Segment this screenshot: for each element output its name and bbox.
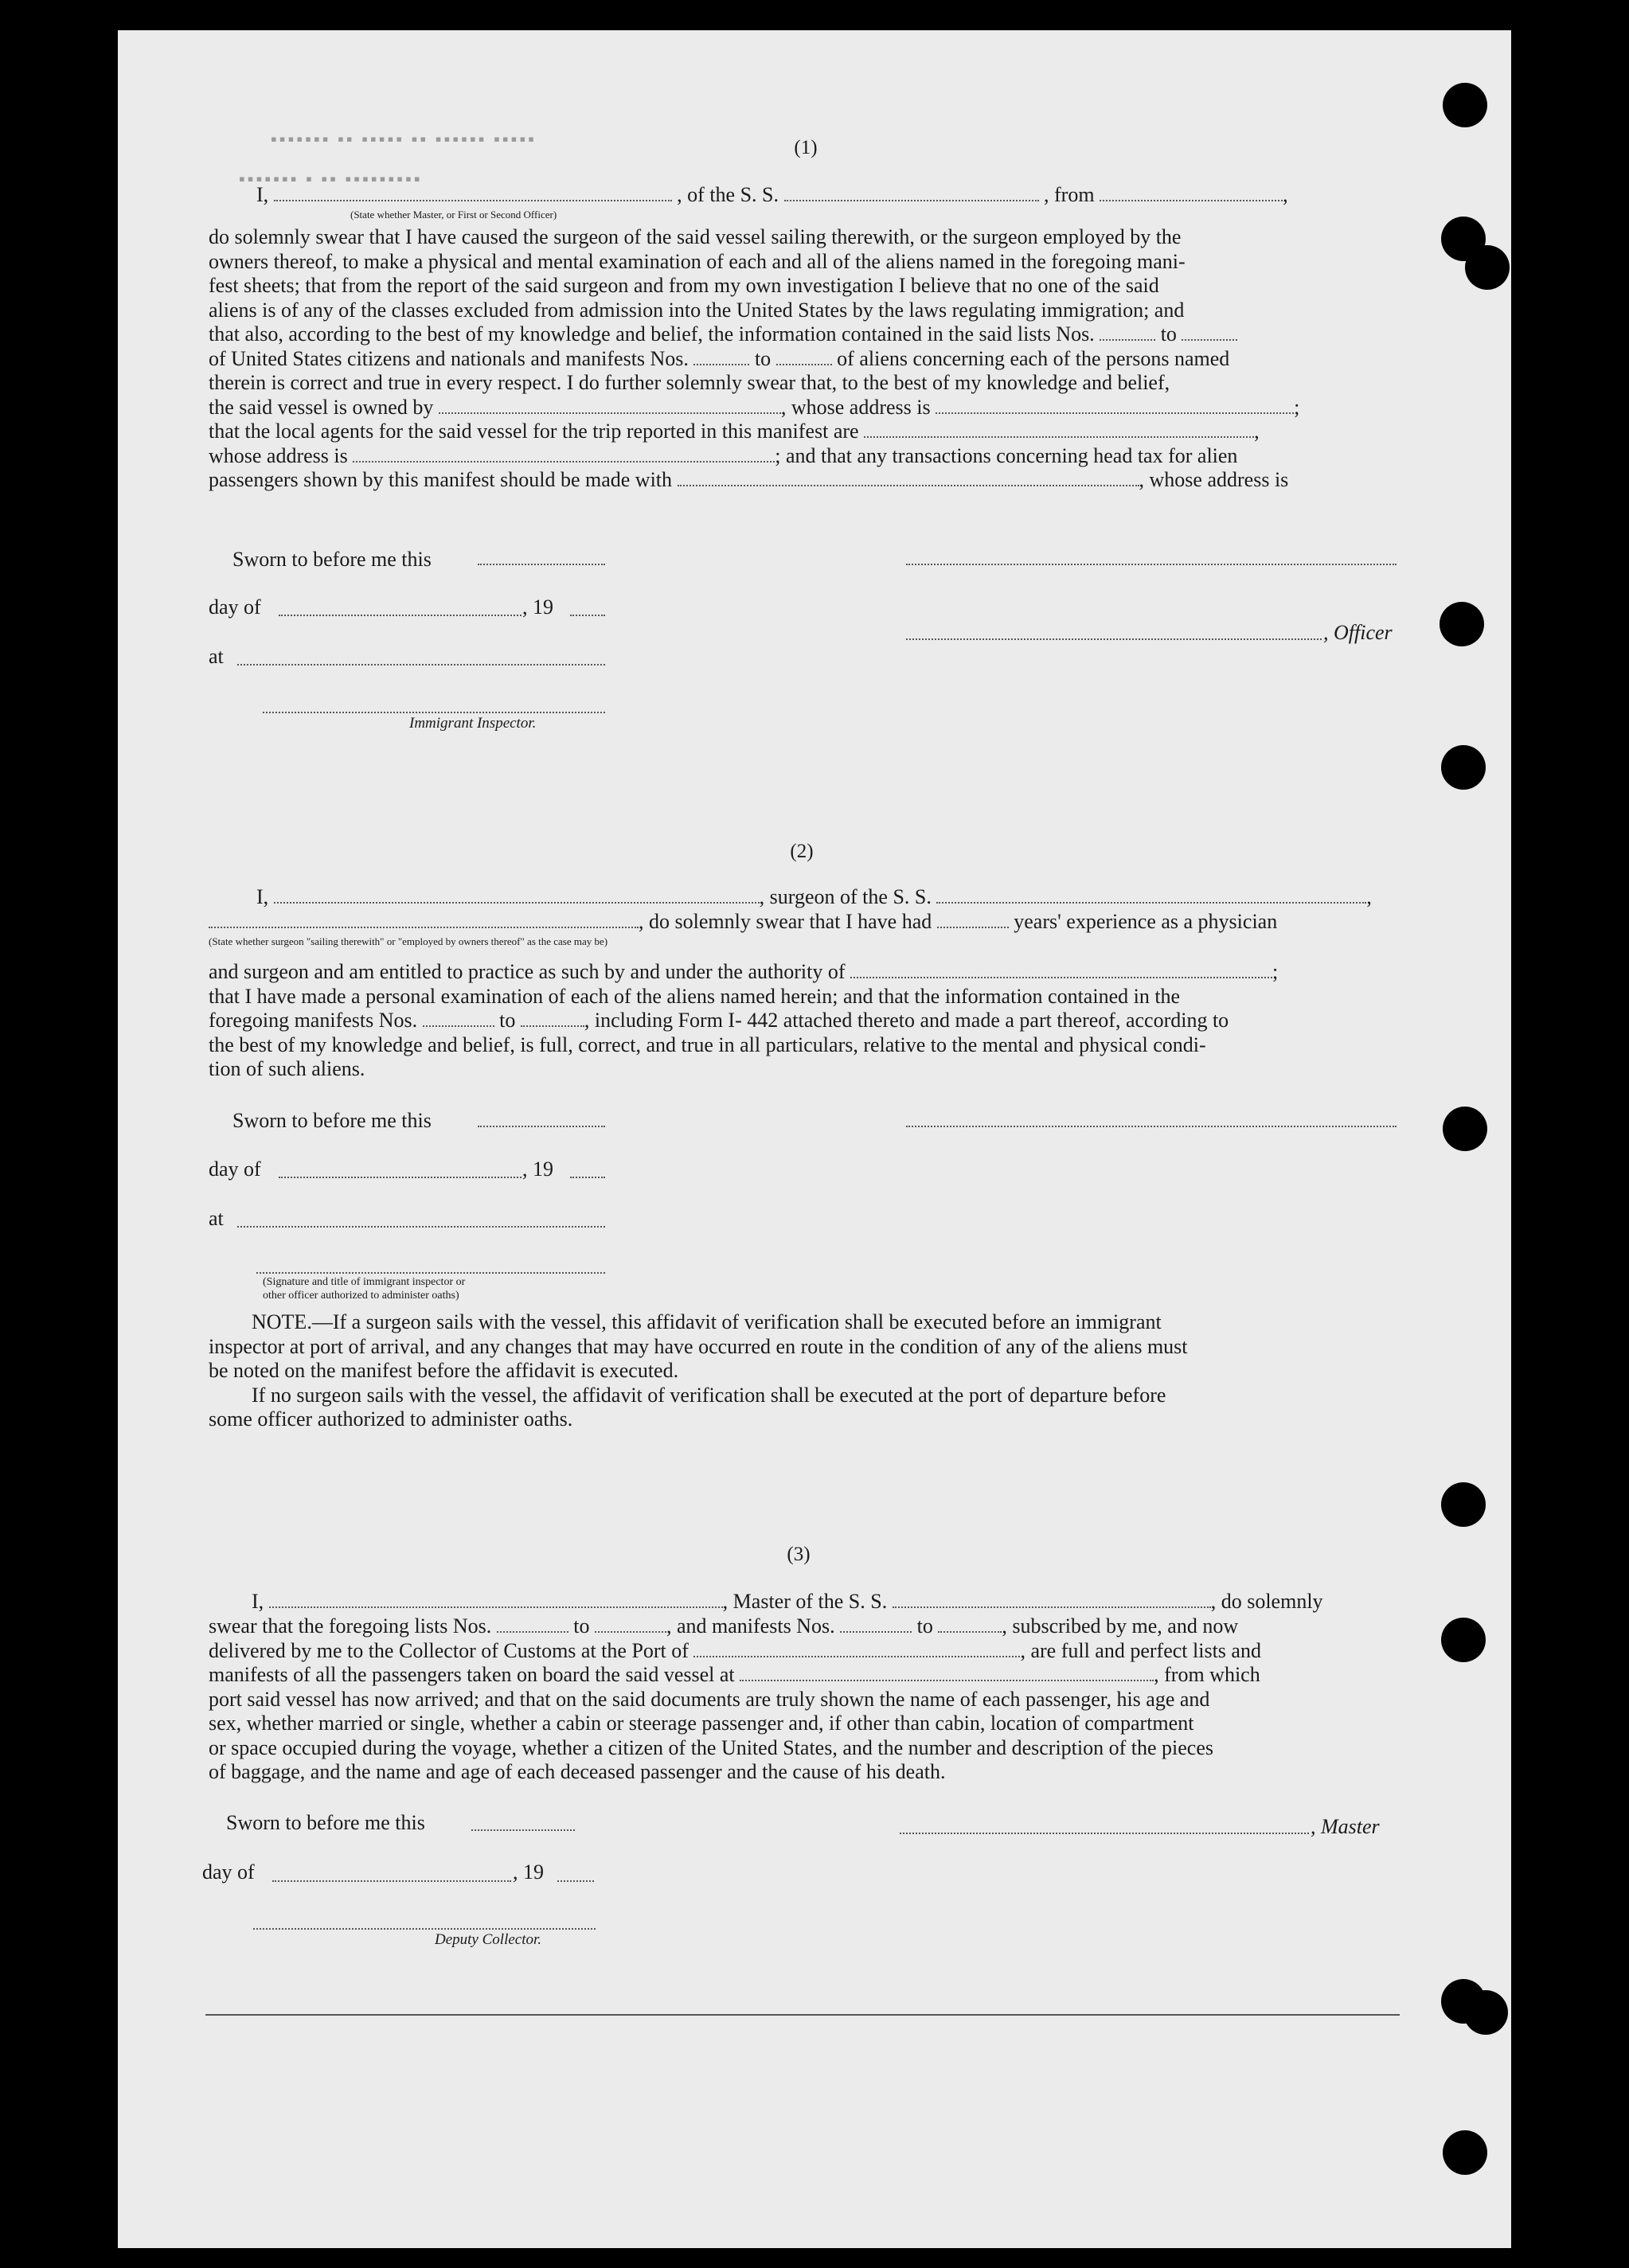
port-field[interactable]: [693, 1641, 1020, 1657]
vessel-name-field[interactable]: [784, 185, 1039, 201]
text-line: delivered by me to the Collector of Customs at the Port of , are full and perfect lists and: [209, 1638, 1261, 1662]
text-line: port said vessel has now arrived; and that on the said documents are truly shown the name of each passenger, his age and: [209, 1687, 1210, 1711]
day-of-label-2: day of: [209, 1157, 261, 1181]
manifests-from-field[interactable]: [693, 349, 749, 365]
year-field-2[interactable]: [570, 1175, 605, 1178]
punch-hole-icon: [1441, 745, 1486, 790]
section-2-line-swear: , do solemnly swear that I have had years' experience as a physician: [209, 910, 1277, 934]
punch-hole-icon: [1441, 1482, 1486, 1527]
year-label-2: , 19: [522, 1157, 553, 1181]
section-2-number: (2): [790, 841, 814, 862]
note-line: some officer authorized to administer oaths.: [209, 1407, 573, 1431]
sworn-date-field-3[interactable]: [471, 1828, 575, 1831]
surgeon-status-note: (State whether surgeon "sailing therewith" or "employed by owners thereof" as the case may be): [209, 935, 608, 947]
officer-signature-field[interactable]: [906, 562, 1397, 565]
inspector-signature-field-2[interactable]: [256, 1271, 605, 1274]
text-line: that also, according to the best of my knowledge and belief, the information contained in the said lists Nos. to: [209, 322, 1398, 347]
at-label-2: at: [209, 1207, 224, 1230]
year-field-1[interactable]: [570, 613, 605, 616]
sworn-date-field-2[interactable]: [478, 1124, 605, 1127]
section-2-body: [209, 960, 1398, 1082]
surgeon-name-field[interactable]: [274, 888, 760, 904]
bleed-through-text: ▪▪▪▪▪▪▪ ▪▪ ▪▪▪▪▪ ▪▪ ▪▪▪▪▪▪ ▪▪▪▪▪: [271, 129, 537, 149]
text-line: and surgeon and am entitled to practice as such by and under the authority of ;: [209, 960, 1279, 983]
inspector-signature-field[interactable]: [263, 710, 605, 713]
from-port-field[interactable]: [1100, 185, 1283, 201]
punch-hole-icon: [1443, 1107, 1487, 1151]
year-label-1: , 19: [522, 595, 553, 619]
section-2-line-i: I, , surgeon of the S. S. ,: [256, 885, 1372, 908]
sworn-date-field-1[interactable]: [478, 562, 605, 565]
day-of-label-1: day of: [209, 595, 261, 619]
year-field-3[interactable]: [557, 1879, 594, 1882]
lists-nos-to-field[interactable]: [595, 1617, 666, 1633]
head-tax-contact-field[interactable]: [678, 470, 1139, 486]
text-line: that the local agents for the said vessel for the trip reported in this manifest are ,: [209, 420, 1260, 443]
from-label: , from: [1044, 183, 1095, 206]
text-line: the said vessel is owned by , whose address is ;: [209, 395, 1300, 419]
note-line: If no surgeon sails with the vessel, the affidavit of verification shall be executed at the port of departure before: [252, 1383, 1166, 1407]
sworn-label-3: Sworn to before me this: [226, 1811, 425, 1834]
master-vessel-field[interactable]: [893, 1592, 1211, 1608]
bottom-rule: [205, 2014, 1400, 2016]
text-line: manifests of all the passengers taken on board the said vessel at , from which: [209, 1663, 1260, 1686]
punch-hole-icon: [1441, 1618, 1486, 1662]
signature-note-line-2: other officer authorized to administer oaths): [263, 1290, 459, 1302]
lists-nos-from-field[interactable]: [497, 1617, 568, 1633]
owner-address-field[interactable]: [936, 398, 1294, 414]
master-label: , Master: [1311, 1815, 1380, 1838]
text-line: do solemnly swear that I have caused the surgeon of the said vessel sailing therewith, or the surgeon employed by the: [209, 225, 1182, 248]
note-line: be noted on the manifest before the affidavit is executed.: [209, 1359, 679, 1382]
years-experience-field[interactable]: [937, 912, 1009, 928]
signature-note-line-1: (Signature and title of immigrant inspector or: [263, 1276, 466, 1288]
text-line: foregoing manifests Nos. to , including Form I- 442 attached thereto and made a part thereof, according to: [209, 1009, 1229, 1032]
text-line: tion of such aliens.: [209, 1057, 365, 1080]
surgeon-vessel-field[interactable]: [936, 888, 1366, 904]
text-line: swear that the foregoing lists Nos. to , and manifests Nos. to , subscribed by me, and now: [209, 1614, 1239, 1638]
day-of-field-3[interactable]: [272, 1879, 511, 1882]
manifests-to-field[interactable]: [776, 349, 832, 365]
text-line: owners thereof, to make a physical and mental examination of each and all of the aliens named in the foregoing mani-: [209, 249, 1186, 273]
text-line: aliens is of any of the classes excluded from admission into the United States by the laws regulating immigration; and: [209, 298, 1185, 322]
manifests-nos-from-field[interactable]: [423, 1011, 494, 1027]
text-line: sex, whether married or single, whether a cabin or steerage passenger and, if other than cabin, location of compartment: [209, 1712, 1194, 1735]
sworn-label-1: Sworn to before me this: [232, 548, 432, 571]
local-agents-field[interactable]: [864, 422, 1254, 438]
master-officer-note: (State whether Master, or First or Second Officer): [350, 209, 557, 221]
punch-hole-icon: [1443, 83, 1487, 127]
text-line: passengers shown by this manifest should be made with , whose address is: [209, 468, 1289, 491]
officer-title-field[interactable]: [906, 637, 1322, 640]
sworn-label-2: Sworn to before me this: [232, 1109, 432, 1132]
text-line: the best of my knowledge and belief, is full, correct, and true in all particulars, relative to the mental and physical condi-: [209, 1033, 1206, 1056]
text-line: fest sheets; that from the report of the said surgeon and from my own investigation I believe that no one of the said: [209, 274, 1159, 297]
at-field-1[interactable]: [237, 662, 605, 666]
deputy-signature-field[interactable]: [253, 1926, 596, 1930]
punch-hole-icon: [1463, 1990, 1508, 2035]
i-label: I,: [256, 183, 269, 206]
master-signature-field[interactable]: [900, 1831, 1309, 1834]
surgeon-status-field[interactable]: [209, 912, 639, 928]
section-1-body: [209, 225, 1398, 493]
bleed-through-text: ▪▪▪▪▪▪▪ ▪ ▪▪ ▪▪▪▪▪▪▪▪▪: [239, 169, 423, 189]
authority-field[interactable]: [850, 962, 1272, 978]
section-2-note: [209, 1310, 1398, 1432]
immigrant-inspector-label: Immigrant Inspector.: [409, 715, 537, 732]
manifests-nos-to-field[interactable]: [521, 1011, 584, 1027]
lists-from-field[interactable]: [1100, 325, 1155, 341]
surgeon-signature-field[interactable]: [906, 1124, 1397, 1127]
lists-to-field[interactable]: [1182, 325, 1237, 341]
text-line: of baggage, and the name and age of each deceased passenger and the cause of his death.: [209, 1760, 946, 1783]
punch-hole-icon: [1440, 602, 1484, 646]
at-field-2[interactable]: [237, 1224, 605, 1228]
deputy-collector-label: Deputy Collector.: [435, 1931, 542, 1948]
section-3-body: [209, 1614, 1398, 1785]
text-line: that I have made a personal examination of each of the aliens named herein; and that the information contained in the: [209, 984, 1181, 1008]
text-line: or space occupied during the voyage, whether a citizen of the United States, and the number and description of the pieces: [209, 1735, 1214, 1759]
text-line: therein is correct and true in every respect. I do further solemnly swear that, to the best of my knowledge and belief,: [209, 371, 1170, 394]
punch-hole-icon: [1465, 245, 1510, 290]
boarding-port-field[interactable]: [740, 1665, 1154, 1681]
manifests-nos-to-field-3[interactable]: [938, 1617, 1002, 1633]
note-line: NOTE.—If a surgeon sails with the vessel, this affidavit of verification shall be executed before an immigrant: [252, 1310, 1162, 1333]
officer-label: , Officer: [1323, 621, 1393, 644]
owner-field[interactable]: [439, 398, 781, 414]
section-3-number: (3): [787, 1544, 811, 1565]
section-1-number: (1): [794, 137, 818, 158]
section-3-line-i: I, , Master of the S. S. , do solemnly: [252, 1590, 1323, 1613]
text-line: whose address is ; and that any transactions concerning head tax for alien: [209, 443, 1238, 467]
day-of-field-2[interactable]: [279, 1175, 522, 1178]
punch-hole-icon: [1443, 2130, 1487, 2175]
section-1-line-i: I, , of the S. S. , from ,: [256, 183, 1288, 206]
master-name-field[interactable]: [274, 185, 672, 201]
agents-address-field[interactable]: [353, 447, 775, 463]
text-line: of United States citizens and nationals and manifests Nos. to of aliens concerning each of the persons named: [209, 346, 1230, 370]
day-of-label-3: day of: [202, 1860, 255, 1883]
year-label-3: , 19: [513, 1860, 544, 1883]
manifests-nos-from-field-3[interactable]: [840, 1617, 912, 1633]
of-ss-label: , of the S. S.: [677, 183, 779, 206]
at-label-1: at: [209, 645, 224, 668]
master-name-field-3[interactable]: [269, 1592, 723, 1608]
day-of-field-1[interactable]: [279, 613, 522, 616]
note-line: inspector at port of arrival, and any changes that may have occurred en route in the condition of any of the aliens must: [209, 1334, 1188, 1358]
